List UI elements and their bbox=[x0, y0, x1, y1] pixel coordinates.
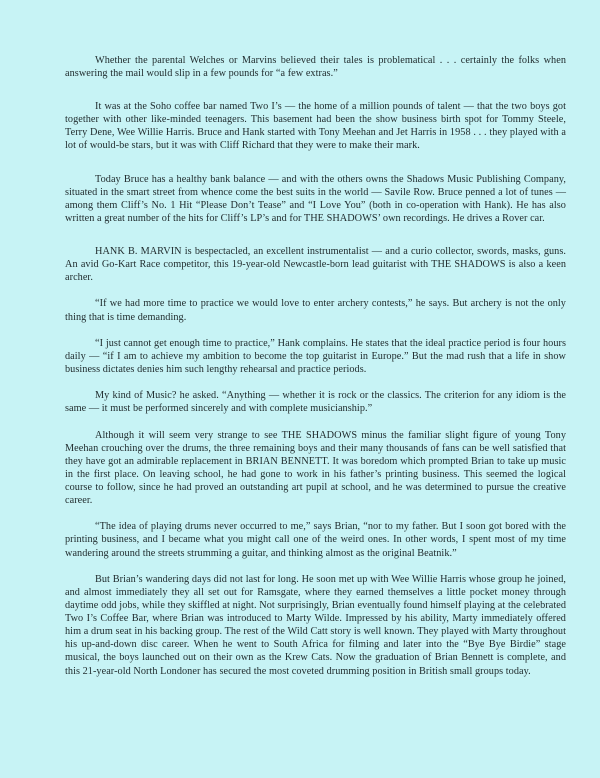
paragraph-parental-tales: Whether the parental Welches or Marvins believed their tales is problematical . . . certainly the folks when answering the mail would slip in a few pounds for “a few extras.” bbox=[65, 55, 566, 80]
paragraph-practice-quote: “I just cannot get enough time to practice,” Hank complains. He states that the ideal practice period is four hours daily — “if I am to achieve my ambition to become the top guitarist in Europe.” But the mad rush that a life in show business dictates denies him such lengthy rehearsal and practice periods. bbox=[65, 337, 566, 375]
paragraph-bruce-publishing: Today Bruce has a healthy bank balance — and with the others owns the Shadows Music Publishing Company, situated in the smart street from whence come the best suits in the world — Savile Row. Bruce penned a lot of tunes — among them Cliff’s No. 1 Hit “Please Don’t Tease” and “I Love You” (both in co-operation with Hank). He has also written a great number of the hits for Cliff’s LP’s and for THE SHADOWS’ own recordings. He drives a Rover car. bbox=[65, 173, 566, 224]
corner-mark bbox=[572, 760, 578, 766]
paragraph-brian-drums-quote: “The idea of playing drums never occurred to me,” says Brian, “nor to my father. But I soon got bored with the printing business, and I became what you might call one of the weird ones. In other words, I spent most of my time wandering around the streets strumming a guitar, and thinking almost as the original Beatnik.” bbox=[65, 521, 566, 559]
paragraph-archery-quote: “If we had more time to practice we would love to enter archery contests,” he says. But archery is not the only thing that is time demanding. bbox=[65, 298, 566, 323]
paragraph-kind-of-music: My kind of Music? he asked. “Anything — whether it is rock or the classics. The criterion for any idiom is the same — it must be performed sincerely and with complete musicianship.” bbox=[65, 390, 566, 415]
paragraph-two-is-coffee-bar: It was at the Soho coffee bar named Two I’s — the home of a million pounds of talent — that the two boys got together with other like-minded teenagers. This basement had been the show business birth spot for Tommy Steele, Terry Dene, Wee Willie Harris. Bruce and Hank started with Tony Meehan and Jet Harris in 1958 . . . they played with a lot of would-be stars, but it was with Cliff Richard that they were to make their mark. bbox=[65, 101, 566, 152]
paragraph-hank-marvin: HANK B. MARVIN is bespectacled, an excellent instrumentalist — and a curio collector, swords, masks, guns. An avid Go-Kart Race competitor, this 19-year-old Newcastle-born lead guitarist with THE SHADOWS is also a keen archer. bbox=[65, 245, 566, 284]
paragraph-brian-bennett-intro: Although it will seem very strange to see THE SHADOWS minus the familiar slight figure of young Tony Meehan crouching over the drums, the three remaining boys and their many thousands of fans can be well satisfied that they have got an admirable replacement in BRIAN BENNETT. It was boredom which prompted Brian to take up music in the first place. On leaving school, he had gone to work in his father’s printing business. This seemed the logical course to follow, since he had proved an outstanding art pupil at school, and he was determined to pursue the creative career. bbox=[65, 429, 566, 507]
paragraph-brian-wandering-days: But Brian’s wandering days did not last for long. He soon met up with Wee Willie Harris whose group he joined, and almost immediately they all set out for Ramsgate, where they earned themselves a little pocket money through daytime odd jobs, while they skiffled at night. Not surprisingly, Brian eventually found himself playing at the celebrated Two I’s Coffee Bar, where Brian was introduced to Marty Wilde. Impressed by his ability, Marty immediately offered him a drum seat in his backing group. The rest of the Wild Catt story is well known. They played with Marty throughout his up-and-down disc career. When he went to South Africa for filming and later into the “Bye Bye Birdie” stage musical, the boys launched out on their own as the Krew Cats. Now the graduation of Brian Bennett is complete, and this 21-year-old North Londoner has secured the most coveted drumming position in British small groups today. bbox=[65, 573, 566, 677]
